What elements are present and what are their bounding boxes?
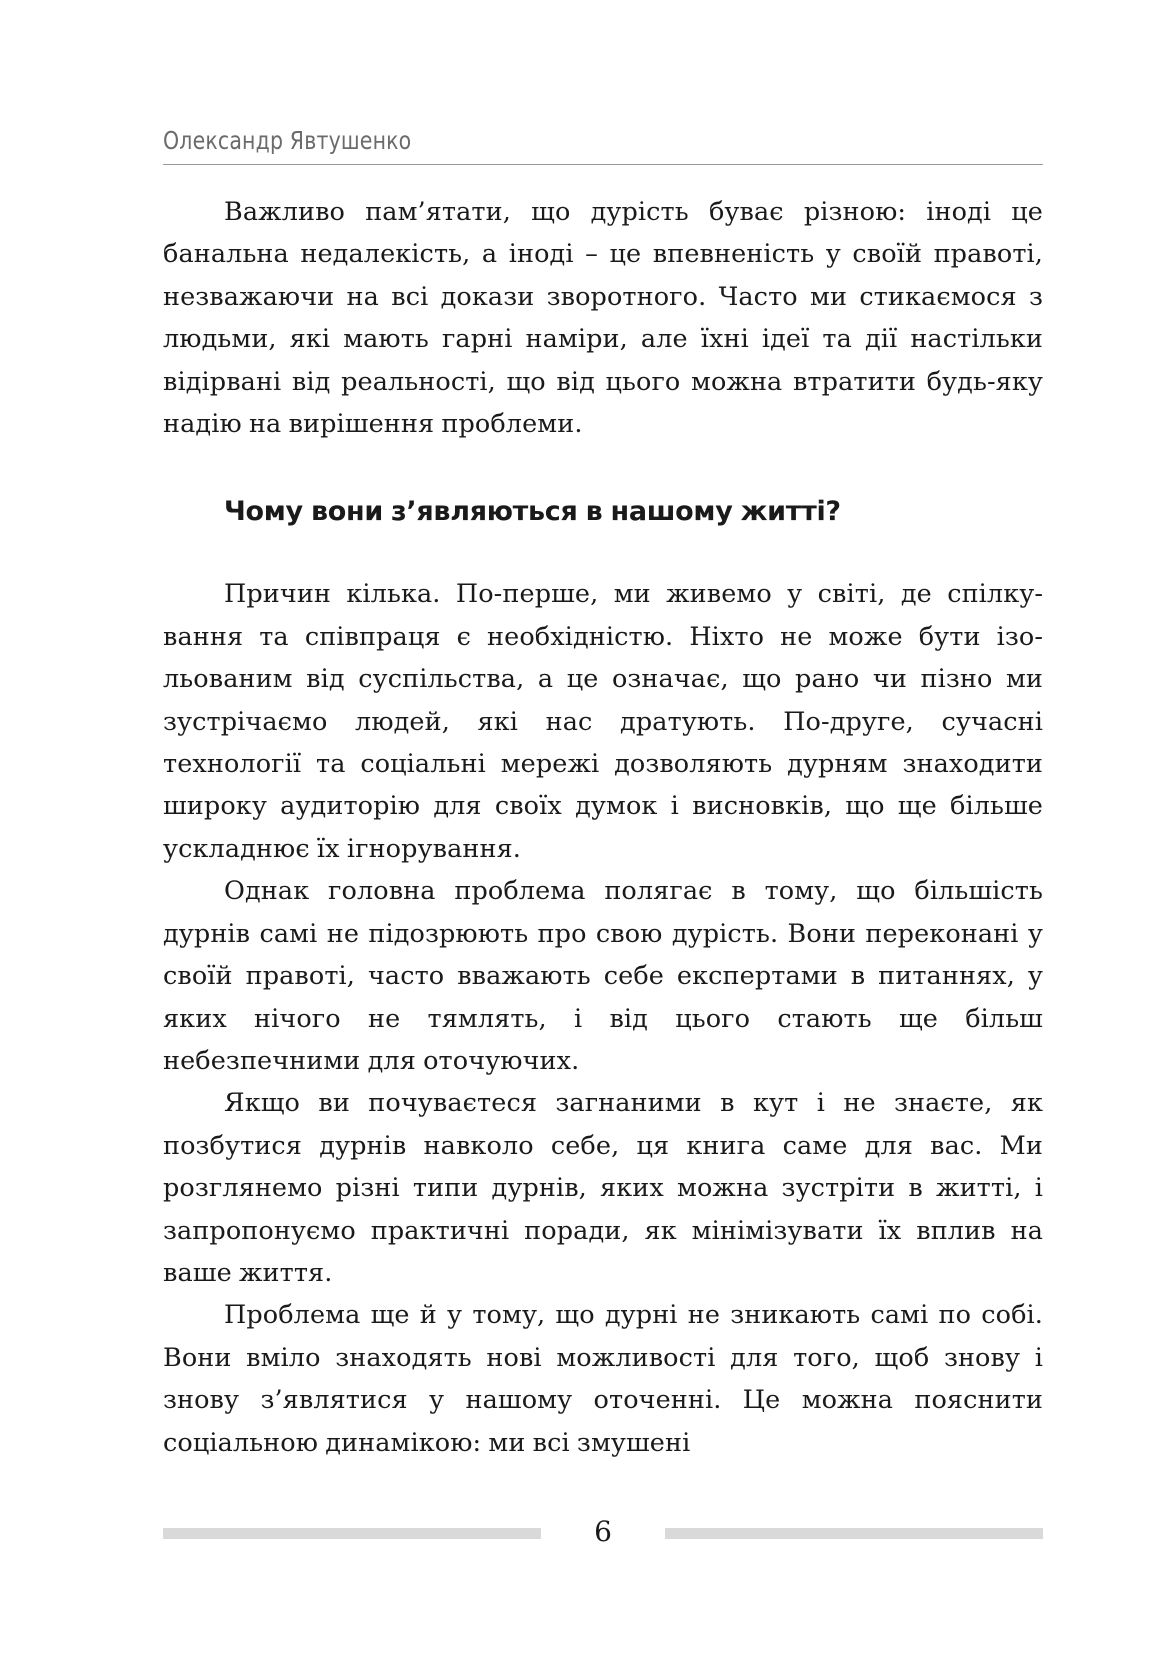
paragraph-2: Однак головна проблема полягає в тому, що більшість дурнів самі не підозрюють про свою дурість. Вони переконані у своїй правоті, часто вважають себе експертами в питаннях, у яких нічого не тямлять, і від цього стають ще більш небезпечними для оточуючих.: [163, 876, 1043, 1076]
page-footer: [163, 1510, 1043, 1554]
paragraph-1: Причин кілька. По-перше, ми живемо у світі, де спілкування та співпраця є необхідністю. Ніхто не може бути ізольованим від суспільства, а це означає, що рано чи пізно ми зустрічаємо людей, які нас дратують. По-друге, сучасні технології та соціальні мережі дозволяють дурням знаходити широку аудиторію для своїх думок і висновків, що ще більше ускладнює їх ігнорування.: [163, 579, 1043, 864]
paragraph-4: Проблема ще й у тому, що дурні не зникають самі по собі. Вони вміло знаходять нові можливості для того, щоб знову і знову з’являтися у нашому оточенні. Це можна пояснити соціальною динамікою: ми всі змушені: [163, 1300, 1043, 1458]
intro-paragraph: Важливо пам’ятати, що дурість буває різною: іноді це банальна недалекість, а іноді – це впевненість у своїй правоті, незважаючи на всі докази зворотного. Часто ми стикаємося з людьми, які мають гарні наміри, але їхні ідеї та дії настільки відірвані від реальності, що від цього можна втратити будь-яку надію на вирішення проблеми.: [163, 197, 1043, 440]
author-name: Олександр Явтушенко: [163, 126, 412, 155]
running-header: [163, 124, 1043, 165]
section-heading: Чому вони з’являються в нашому житті?: [224, 496, 841, 528]
footer-bar-right: [665, 1528, 1043, 1539]
page-number: 6: [594, 1515, 612, 1548]
paragraph-3: Якщо ви почуваєтеся загнаними в кут і не знаєте, як позбутися дурнів навколо себе, ця книга саме для вас. Ми розглянемо різні типи дурнів, яких можна зустріти в житті, і запропонуємо практичні поради, як мінімізувати їх вплив на ваше життя.: [163, 1088, 1043, 1288]
footer-bar-left: [163, 1528, 541, 1539]
book-page: [163, 0, 1043, 1654]
page-body: [163, 191, 1043, 1464]
